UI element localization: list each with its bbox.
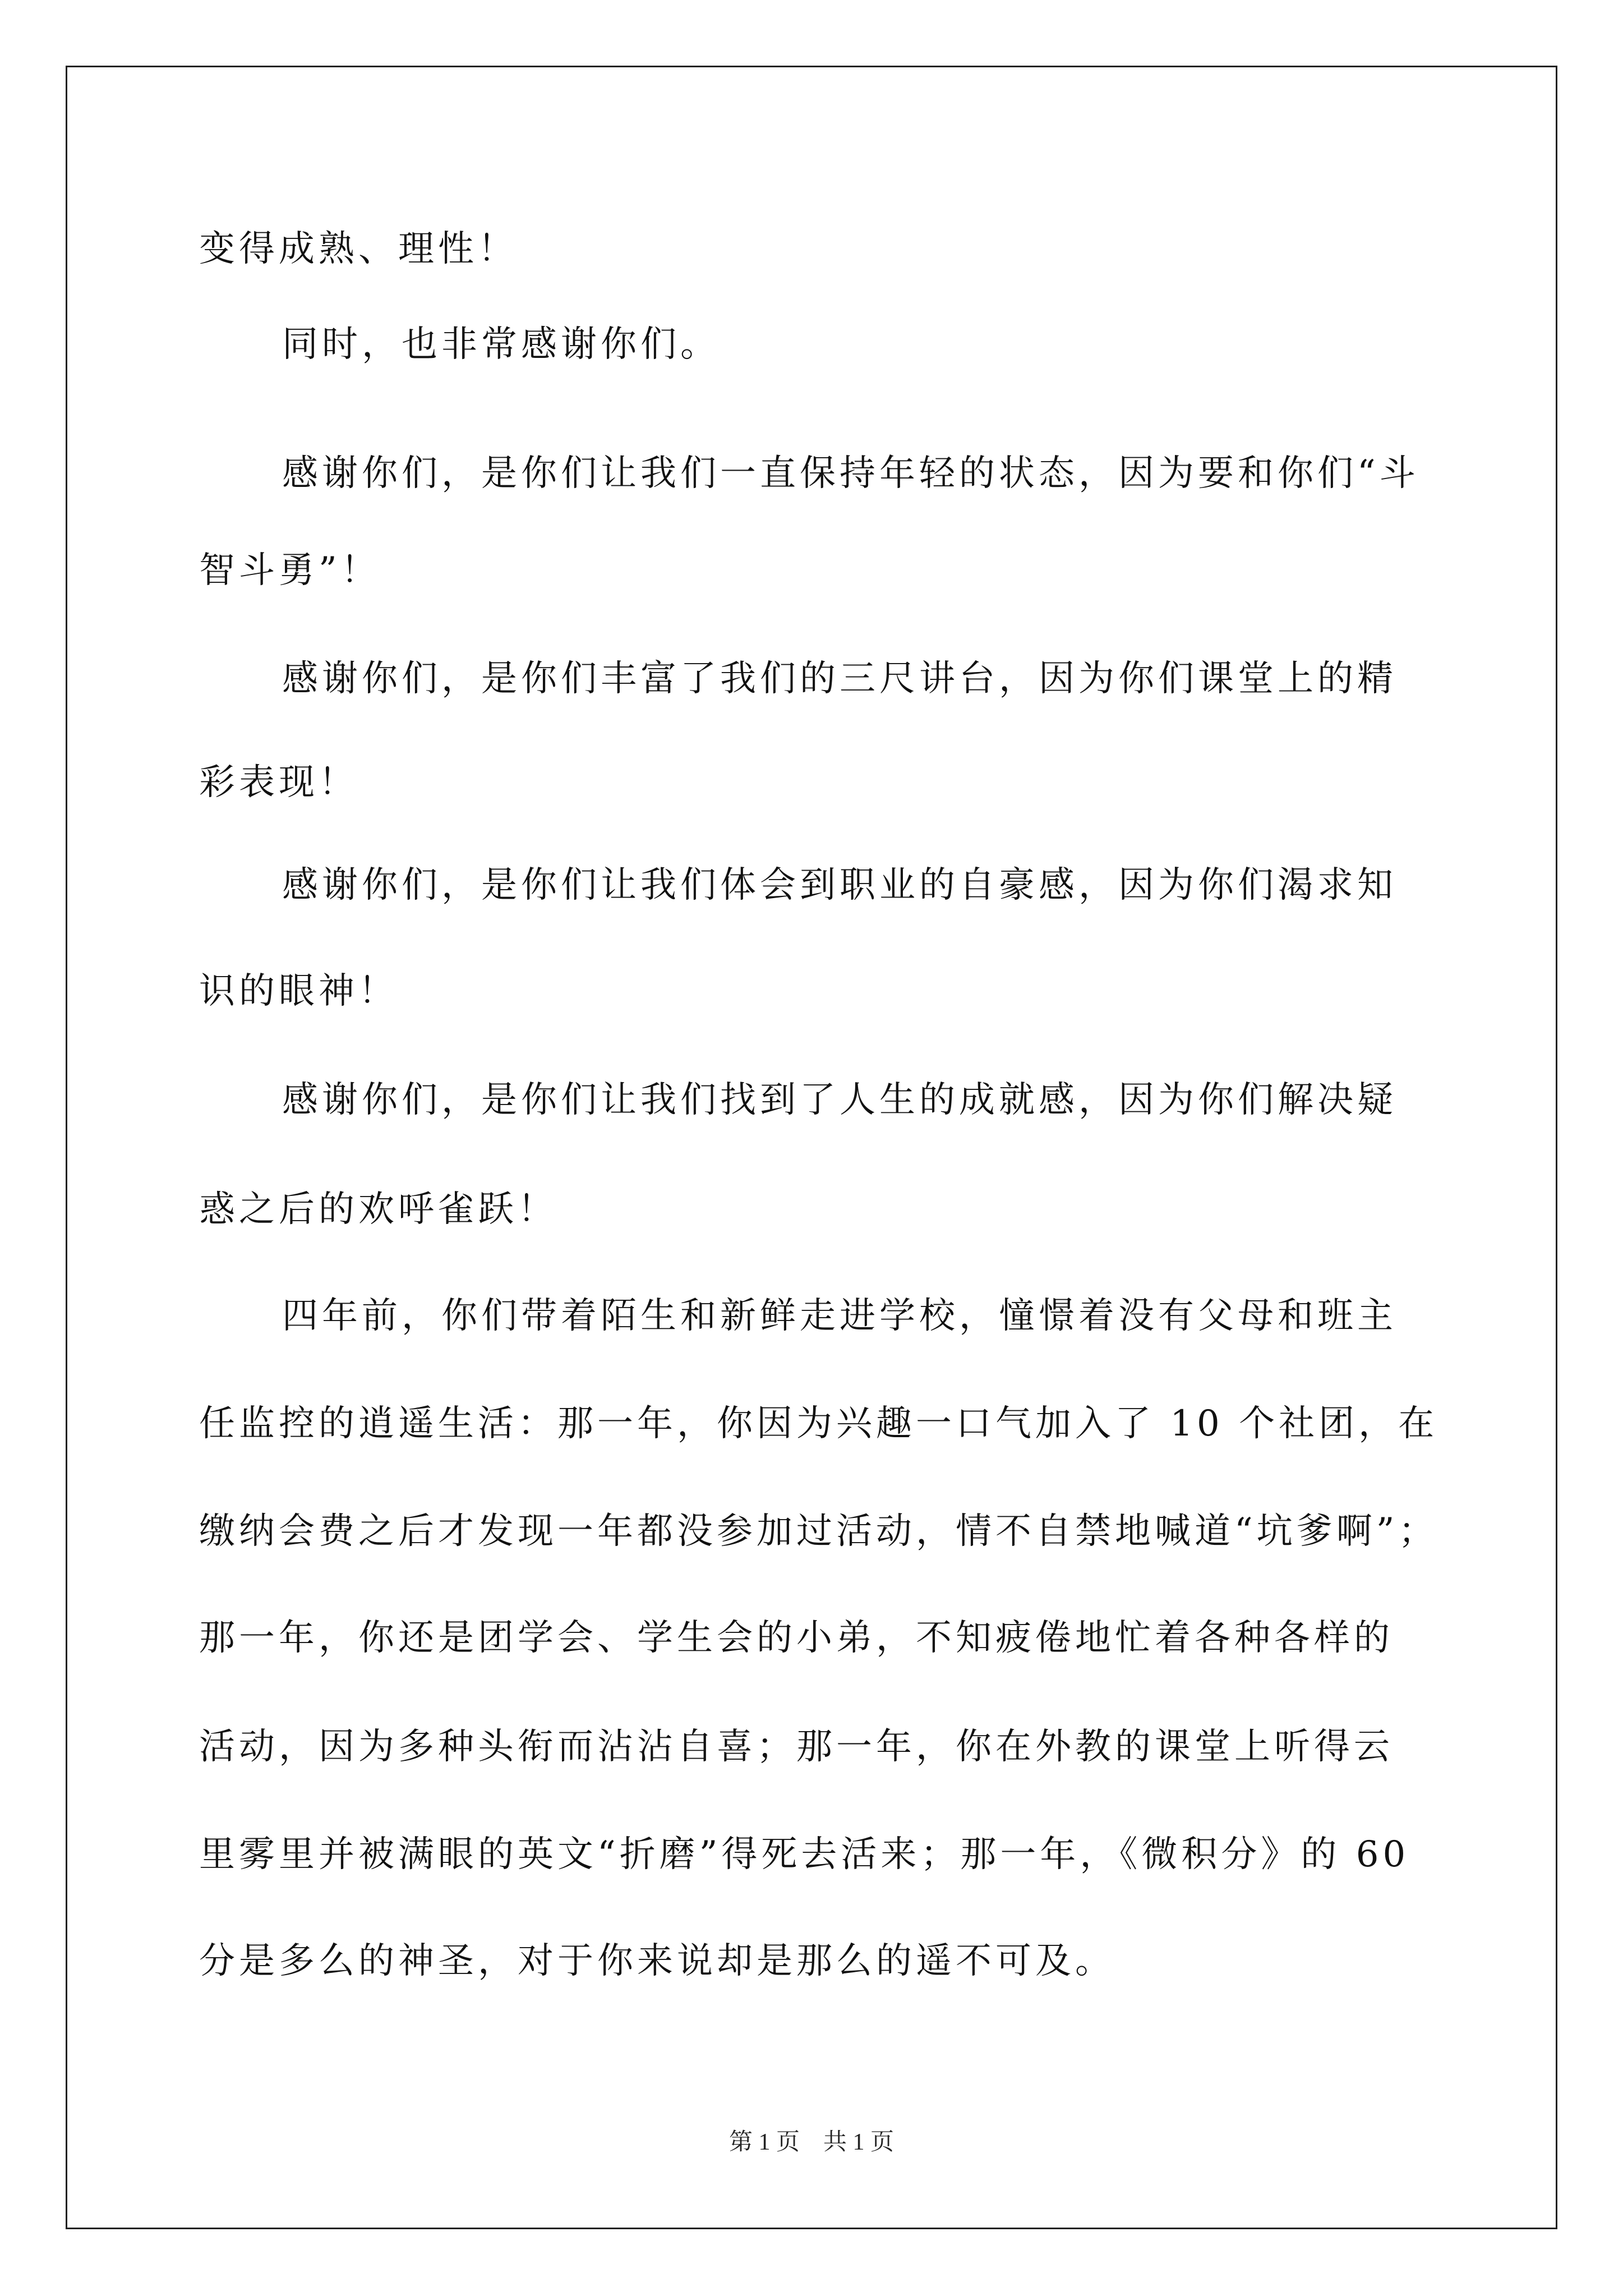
- text-line: 活动，因为多种头衔而沾沾自喜；那一年，你在外教的课堂上听得云: [199, 1726, 1394, 1768]
- text-line: 惑之后的欢呼雀跃！: [199, 1189, 557, 1230]
- text-line: 感谢你们，是你们让我们一直保持年轻的状态，因为要和你们“斗: [282, 453, 1419, 494]
- text-line: 里雾里并被满眼的英文“折磨”得死去活来；那一年，《微积分》的 60: [199, 1834, 1410, 1875]
- text-line: 彩表现！: [199, 762, 358, 803]
- text-line: 四年前，你们带着陌生和新鲜走进学校，憧憬着没有父母和班主: [282, 1295, 1397, 1337]
- text-line: 感谢你们，是你们丰富了我们的三尺讲台，因为你们课堂上的精: [282, 658, 1397, 700]
- page-border: [66, 66, 1557, 2229]
- text-line: 任监控的逍遥生活：那一年，你因为兴趣一口气加入了 10 个社团，在: [199, 1403, 1438, 1444]
- text-line: 识的眼神！: [199, 970, 398, 1012]
- text-line: 感谢你们，是你们让我们找到了人生的成就感，因为你们解决疑: [282, 1079, 1397, 1121]
- text-line: 感谢你们，是你们让我们体会到职业的自豪感，因为你们渴求知: [282, 864, 1397, 906]
- text-line: 那一年，你还是团学会、学生会的小弟，不知疲倦地忙着各种各样的: [199, 1617, 1394, 1659]
- text-line: 同时，也非常感谢你们。: [282, 324, 720, 365]
- text-line: 变得成熟、理性！: [199, 228, 518, 270]
- page-footer: 第 1 页 共 1 页: [728, 2129, 894, 2155]
- text-line: 缴纳会费之后才发现一年都没参加过活动，情不自禁地喊道“坑爹啊”；: [199, 1511, 1438, 1552]
- text-line: 智斗勇”！: [199, 550, 381, 591]
- text-line: 分是多么的神圣，对于你来说却是那么的遥不可及。: [199, 1940, 1115, 1982]
